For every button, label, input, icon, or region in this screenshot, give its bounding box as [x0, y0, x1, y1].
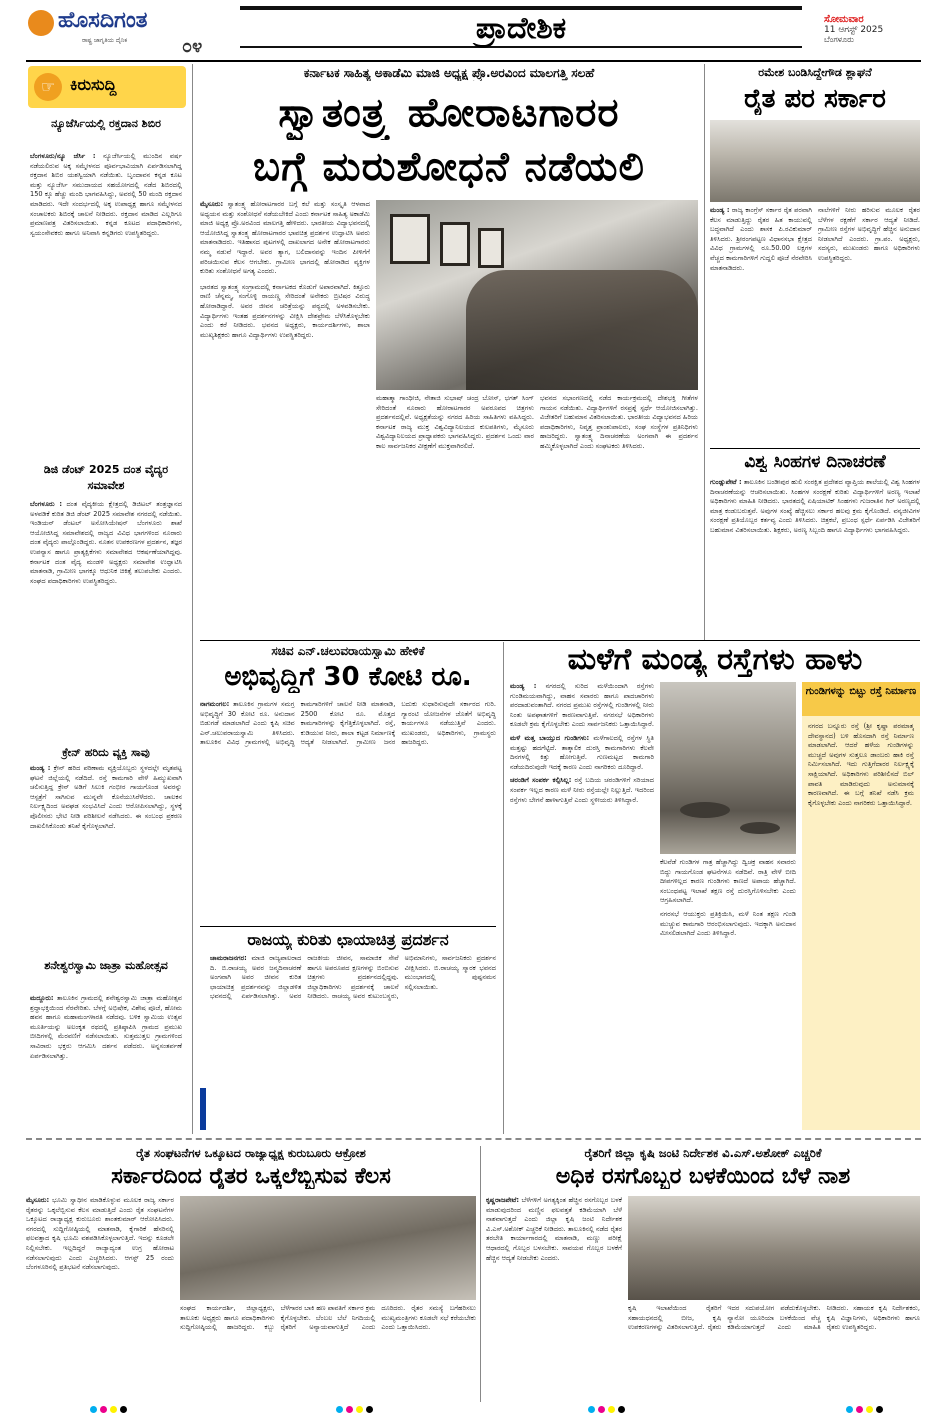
- lead-kicker: ಕರ್ನಾಟಕ ಸಾಹಿತ್ಯ ಅಕಾಡೆಮಿ ಮಾಜಿ ಅಧ್ಯಕ್ಷ ಪ್ರೊ.ಅರವಿಂದ ಮಾಲಗತ್ತಿ ಸಲಹೆ: [303, 66, 595, 80]
- section-title: ಪ್ರಾದೇಶಿಕ: [475, 10, 567, 46]
- lions-body: [710, 478, 920, 638]
- ramesh-headline: ರೈತ ಪರ ಸರ್ಕಾರ: [744, 84, 886, 114]
- lead-text-2: ಭಾರತದ ಸ್ವಾತಂತ್ರ್ಯ ಸಂಗ್ರಾಮದಲ್ಲಿ ಕರ್ನಾಟಕದ ಕೊಡುಗೆ ಅಪಾರವಾಗಿದೆ. ಕಿತ್ತೂರು ರಾಣಿ ಚೆನ್ನಮ್ಮ, ಸಂಗೊಳ್ಳಿ ರಾಯಣ್ಣ ಸೇರಿದಂತೆ ಅನೇಕರು ಬ್ರಿಟಿಷರ ವಿರುದ್ಧ ಹೋರಾಡಿದ್ದಾರೆ. ಅವರ ಜೀವನ ಚರಿತ್ರೆಯನ್ನು ಪಠ್ಯದಲ್ಲಿ ಅಳವಡಿಸಬೇಕು. ವಿದ್ಯಾರ್ಥಿಗಳು ಇಂತಹ ಪ್ರದರ್ಶನಗಳನ್ನು ವೀಕ್ಷಿಸಿ ದೇಶಪ್ರೇಮ ಬೆಳೆಸಿಕೊಳ್ಳಬೇಕು ಎಂದು ಕರೆ ನೀಡಿದರು. ಭವನದ ಅಧ್ಯಕ್ಷರು, ಕಾರ್ಯದರ್ಶಿಗಳು, ಶಾಲಾ ಮುಖ್ಯಶಿಕ್ಷಕರು ಹಾಗೂ ವಿದ್ಯಾರ್ಥಿಗಳು ಉಪಸ್ಥಿತರಿದ್ದರು.: [200, 282, 370, 339]
- photo-people: [466, 270, 698, 390]
- brief-1-text: ನ್ಯೂಜೆರ್ಸಿಯಲ್ಲಿ ಮುಂದಿನ ವರ್ಷ ನಡೆಯಲಿರುವ ಅಕ್ಕ ಸಮ್ಮೇಳನದ ಪೂರ್ವಭಾವಿಯಾಗಿ ಏರ್ಪಡಿಸಲಾಗಿದ್ದ ರಕ್ತದಾನ ಶಿಬಿರ ಯಶಸ್ವಿಯಾಗಿ ನಡೆಯಿತು. ಬೃಂದಾವನ ಕನ್ನಡ ಕೂಟ ಮತ್ತು ನ್ಯೂಜೆರ್ಸಿ ಸಮುದಾಯದ ಸಹಯೋಗದಲ್ಲಿ ನಡೆದ ಶಿಬಿರದಲ್ಲಿ 150 ಕ್ಕೂ ಹೆಚ್ಚು ಮಂದಿ ಭಾಗವಹಿಸಿದ್ದು, ಅವರಲ್ಲಿ 50 ಮಂದಿ ರಕ್ತದಾನ ಮಾಡಿದರು. ಇದೇ ಸಂದರ್ಭದಲ್ಲಿ ಅಕ್ಕ ಉಪಾಧ್ಯಕ್ಷ ಹಾಗೂ ಸಮ್ಮೇಳನದ ಸಂಚಾಲಕರು ಶಿಬಿರಕ್ಕೆ ಚಾಲನೆ ನೀಡಿದರು. ರಕ್ತದಾನ ಮಾಡಿದ ಎಲ್ಲರಿಗೂ ಪ್ರಮಾಣಪತ್ರ ವಿತರಿಸಲಾಯಿತು. ಕನ್ನಡ ಕೂಟದ ಪದಾಧಿಕಾರಿಗಳು, ಸ್ವಯಂಸೇವಕರು ಹಾಗೂ ಅನಿವಾಸಿ ಕನ್ನಡಿಗರು ಉಪಸ್ಥಿತರಿದ್ದರು.: [30, 152, 182, 237]
- cmyk-dots: [588, 1406, 625, 1413]
- lead-body-col1: [200, 200, 370, 610]
- brief-3-headline: ಕ್ರೇನ್ ಹರಿದು ವ್ಯಕ್ತಿ ಸಾವು: [62, 746, 150, 759]
- roads-text-mid: ಮಳೆಗಾಲದಲ್ಲಿ ರಸ್ತೆಗಳ ಸ್ಥಿತಿ ಮತ್ತಷ್ಟು ಹದಗೆಟ್ಟಿದೆ. ತಾತ್ಕಾಲಿಕ ದುರಸ್ತಿ ಕಾಮಗಾರಿಗಳು ಕೆಲವೇ ದಿನಗಳಲ್ಲಿ ಕಿತ್ತು ಹೋಗುತ್ತಿವೆ. ಗುಣಮಟ್ಟದ ಕಾಮಗಾರಿ ನಡೆಯದಿರುವುದೇ ಇದಕ್ಕೆ ಕಾರಣ ಎಂದು ನಾಗರಿಕರು ದೂರಿದ್ದಾರೆ.: [510, 733, 654, 771]
- brief-1-dateline: ಬೆಂಗಳೂರು/ನ್ಯೂ ಜೆರ್ಸಿ :: [30, 152, 96, 160]
- kirusuddi-header: [28, 66, 186, 108]
- roads-subhead-1: ಮಳೆ ಮತ್ತ ಬಾಯ್ತುದ ಗುಂಡಿಗಳು:: [510, 733, 590, 742]
- section-banner: [240, 6, 802, 48]
- brief-2-dateline: ಬೆಂಗಳೂರು :: [30, 500, 62, 508]
- date-day: ಸೋಮವಾರ: [824, 14, 864, 25]
- bottom-separator: [26, 1138, 921, 1142]
- ramesh-dateline: ಮಂಡ್ಯ :: [710, 206, 730, 214]
- ashok-body-col1: [486, 1196, 622, 1402]
- photo-frame-2: [440, 222, 470, 266]
- ashok-body-col2: [628, 1304, 920, 1402]
- lead-body-col3: [376, 394, 534, 610]
- column-divider: [503, 642, 504, 1134]
- roads-dateline: ಮಂಡ್ಯ :: [510, 682, 537, 690]
- brief-4-body: [30, 994, 182, 1130]
- masthead-rule: [26, 60, 921, 62]
- brief-1-headline: ನ್ಯೂಜೆರ್ಸಿಯಲ್ಲಿ ರಕ್ತದಾನ ಶಿಬಿರ: [51, 117, 161, 130]
- lead-text-4: ಭವನದ ಸಭಾಂಗಣದಲ್ಲಿ ನಡೆದ ಕಾರ್ಯಕ್ರಮದಲ್ಲಿ ದೇಶಭಕ್ತಿ ಗೀತೆಗಳ ಗಾಯನ ನಡೆಯಿತು. ವಿದ್ಯಾರ್ಥಿಗಳಿಗೆ ರಸಪ್ರಶ್ನೆ ಸ್ಪರ್ಧೆ ಆಯೋಜಿಸಲಾಗಿತ್ತು. ವಿಜೇತರಿಗೆ ಬಹುಮಾನ ವಿತರಿಸಲಾಯಿತು. ಭಾರತೀಯ ವಿದ್ಯಾಭವನದ ಹಿರಿಯ ಪದಾಧಿಕಾರಿಗಳು, ನಿವೃತ್ತ ಪ್ರಾಂಶುಪಾಲರು, ಸಂಘ ಸಂಸ್ಥೆಗಳ ಪ್ರತಿನಿಧಿಗಳು ಹಾಜರಿದ್ದರು. ಸ್ವಾತಂತ್ರ್ಯ ದಿನಾಚರಣೆಯ ಅಂಗವಾಗಿ ಈ ಪ್ರದರ್ಶನ ಹಮ್ಮಿಕೊಳ್ಳಲಾಗಿದೆ ಎಂದು ಸಂಘಟಕರು ತಿಳಿಸಿದರು.: [540, 394, 698, 450]
- kurubur-dateline: ಮೈಸೂರು:: [26, 1196, 50, 1204]
- brief-3-dateline: ಮಂಡ್ಯ :: [30, 764, 51, 772]
- ashok-photo: [628, 1196, 920, 1300]
- photo-frame-1: [390, 214, 430, 264]
- brief-1-body: [30, 152, 182, 454]
- column-divider: [192, 64, 193, 1134]
- cheluva-text: ತಾಲೂಕಿನ ಗ್ರಾಮಗಳ ಸಮಗ್ರ ಅಭಿವೃದ್ಧಿಗೆ 30 ಕೋಟಿ ರೂ. ಅನುದಾನ ಬಿಡುಗಡೆ ಮಾಡಲಾಗಿದೆ ಎಂದು ಕೃಷಿ ಸಚಿವ ಎನ್.ಚಲುವರಾಯಸ್ವಾಮಿ ತಿಳಿಸಿದರು. ತಾಲೂಕಿನ ವಿವಿಧ ಗ್ರಾಮಗಳಲ್ಲಿ ಅಭಿವೃದ್ಧಿ ಕಾಮಗಾರಿಗಳಿಗೆ ಚಾಲನೆ ನೀಡಿ ಮಾತನಾಡಿ, 2500 ಕೋಟಿ ರೂ. ಮೊತ್ತದ ಕಾಮಗಾರಿಗಳನ್ನು ಕೈಗೆತ್ತಿಕೊಳ್ಳಲಾಗಿದೆ. ರಸ್ತೆ, ಕುಡಿಯುವ ನೀರು, ಶಾಲಾ ಕಟ್ಟಡ ನಿರ್ಮಾಣಕ್ಕೆ ಆದ್ಯತೆ ನೀಡಲಾಗಿದೆ. ಗ್ರಾಮೀಣ ಜನರ ಬದುಕು ಸುಧಾರಿಸುವುದೇ ಸರ್ಕಾರದ ಗುರಿ. ಗ್ಯಾರಂಟಿ ಯೋಜನೆಗಳ ಜೊತೆಗೆ ಅಭಿವೃದ್ಧಿ ಕಾರ್ಯಗಳೂ ನಡೆಯುತ್ತಿವೆ ಎಂದರು. ಮುಖಂಡರು, ಅಧಿಕಾರಿಗಳು, ಗ್ರಾಮಸ್ಥರು ಹಾಜರಿದ್ದರು.: [200, 700, 496, 747]
- lead-dateline: ಮೈಸೂರು:: [200, 200, 224, 208]
- gundi-box: [802, 682, 920, 1130]
- kurubur-text-2: ಸಂಘದ ಕಾರ್ಯದರ್ಶಿ, ಜಿಲ್ಲಾಧ್ಯಕ್ಷರು, ತಾಲೂಕು ಅಧ್ಯಕ್ಷರು ಹಾಗೂ ಪದಾಧಿಕಾರಿಗಳು ಸುದ್ದಿಗೋಷ್ಠಿಯಲ್ಲಿ ಹಾಜರಿದ್ದರು. ಕಬ್ಬು ಬೆಳೆಗಾರರ ಬಾಕಿ ಹಣ ಪಾವತಿಗೆ ಸರ್ಕಾರ ಕ್ರಮ ಕೈಗೊಳ್ಳಬೇಕು. ಬೆಂಬಲ ಬೆಲೆ ನಿಗದಿಯಲ್ಲಿ ರೈತರಿಗೆ ಅನ್ಯಾಯವಾಗುತ್ತಿದೆ ಎಂದು ದೂರಿದರು. ರೈತರ ಸಮಸ್ಯೆ ಬಗೆಹರಿಸಲು ಮುಖ್ಯಮಂತ್ರಿಗಳು ಕೂಡಲೇ ಸಭೆ ಕರೆಯಬೇಕು ಎಂದು ಒತ್ತಾಯಿಸಿದರು.: [180, 1304, 476, 1332]
- ramesh-text-2: ನಾಲೆಗಳಿಗೆ ನೀರು ಹರಿಸುವ ಮೂಲಕ ರೈತರ ಬೆಳೆಗಳ ರಕ್ಷಣೆಗೆ ಸರ್ಕಾರ ಆದ್ಯತೆ ನೀಡಿದೆ. ಗ್ರಾಮೀಣ ರಸ್ತೆಗಳ ಅಭಿವೃದ್ಧಿಗೆ ಹೆಚ್ಚಿನ ಅನುದಾನ ನೀಡಲಾಗಿದೆ ಎಂದರು. ಗ್ರಾ.ಪಂ. ಅಧ್ಯಕ್ಷರು, ಸದಸ್ಯರು, ಮುಖಂಡರು ಹಾಗೂ ಅಧಿಕಾರಿಗಳು ಉಪಸ್ಥಿತರಿದ್ದರು.: [818, 206, 920, 262]
- ashok-text-2: ಕೃಷಿ ಇಲಾಖೆಯಿಂದ ರೈತರಿಗೆ ಸಹಾಯಧನದಲ್ಲಿ ಬೀಜ, ಕೃಷಿ ಉಪಕರಣಗಳನ್ನು ವಿತರಿಸಲಾಗುತ್ತಿದೆ. ರೈತರು ಇದರ ಸದುಪಯೋಗ ಪಡೆದುಕೊಳ್ಳಬೇಕು. ನ್ಯಾನೋ ಯೂರಿಯಾ ಬಳಕೆಯಿಂದ ವೆಚ್ಚ ಕಡಿಮೆಯಾಗುತ್ತದೆ ಎಂದು ಮಾಹಿತಿ ನೀಡಿದರು. ಸಹಾಯಕ ಕೃಷಿ ನಿರ್ದೇಶಕರು, ಕೃಷಿ ವಿಜ್ಞಾನಿಗಳು, ಅಧಿಕಾರಿಗಳು ಹಾಗೂ ರೈತರು ಉಪಸ್ಥಿತರಿದ್ದರು.: [628, 1304, 920, 1332]
- roads-text-bottom: ರಸ್ತೆ ಬದಿಯ ಚರಂಡಿಗಳಿಗೆ ಸರಿಯಾದ ಸಂಪರ್ಕ ಇಲ್ಲದ ಕಾರಣ ಮಳೆ ನೀರು ರಸ್ತೆಯಲ್ಲೇ ನಿಲ್ಲುತ್ತಿದೆ. ಇದರಿಂದ ರಸ್ತೆಗಳು ಬೇಗನೆ ಹಾಳಾಗುತ್ತಿವೆ ಎಂದು ಸ್ಥಳೀಯರು ತಿಳಿಸಿದ್ದಾರೆ.: [510, 776, 654, 804]
- roads-text-col2-top: ಕೆಲವೆಡೆ ಗುಂಡಿಗಳ ಗಾತ್ರ ಹೆಚ್ಚಾಗಿದ್ದು ದ್ವಿಚಕ್ರ ವಾಹನ ಸವಾರರು ಬಿದ್ದು ಗಾಯಗೊಂಡ ಘಟನೆಗಳೂ ನಡೆದಿವೆ. ರಾತ್ರಿ ವೇಳೆ ಬೀದಿ ದೀಪಗಳಿಲ್ಲದ ಕಾರಣ ಗುಂಡಿಗಳು ಕಾಣದೆ ಅಪಾಯ ಹೆಚ್ಚಾಗಿದೆ. ಸಂಬಂಧಪಟ್ಟ ಇಲಾಖೆ ತಕ್ಷಣ ರಸ್ತೆ ದುರಸ್ತಿಗೊಳಿಸಬೇಕು ಎಂದು ಆಗ್ರಹಿಸಲಾಗಿದೆ.: [660, 858, 796, 905]
- page-number: ೦೪: [182, 36, 203, 57]
- roads-text-col2-bottom: ನಗರಸಭೆ ಆಯುಕ್ತರು ಪ್ರತಿಕ್ರಿಯಿಸಿ, ಮಳೆ ನಿಂತ ತಕ್ಷಣ ಗುಂಡಿ ಮುಚ್ಚುವ ಕಾಮಗಾರಿ ಆರಂಭಿಸಲಾಗುವುದು. ಇದಕ್ಕಾಗಿ ಅನುದಾನ ಮೀಸಲಿಡಲಾಗಿದೆ ಎಂದು ತಿಳಿಸಿದ್ದಾರೆ.: [660, 909, 796, 938]
- section-rule: [710, 448, 920, 449]
- brief-3-text: ಕ್ರೇನ್ ಹರಿದ ಪರಿಣಾಮ ವ್ಯಕ್ತಿಯೊಬ್ಬರು ಸ್ಥಳದಲ್ಲೇ ಮೃತಪಟ್ಟ ಘಟನೆ ಜಿಲ್ಲೆಯಲ್ಲಿ ನಡೆದಿದೆ. ರಸ್ತೆ ಕಾಮಗಾರಿ ವೇಳೆ ಹಿಮ್ಮುಖವಾಗಿ ಚಲಿಸುತ್ತಿದ್ದ ಕ್ರೇನ್ ಅಡಿಗೆ ಸಿಲುಕಿ ಗಂಭೀರ ಗಾಯಗೊಂಡ ಅವರನ್ನು ಆಸ್ಪತ್ರೆಗೆ ಸಾಗಿಸುವ ಮುನ್ನವೇ ಕೊನೆಯುಸಿರೆಳೆದರು. ಚಾಲಕನ ನಿರ್ಲಕ್ಷ್ಯದಿಂದ ಅವಘಡ ಸಂಭವಿಸಿದೆ ಎಂದು ಆರೋಪಿಸಲಾಗಿದ್ದು, ಸ್ಥಳಕ್ಕೆ ಪೊಲೀಸರು ಭೇಟಿ ನೀಡಿ ಪರಿಶೀಲನೆ ನಡೆಸಿದರು. ಈ ಸಂಬಂಧ ಪ್ರಕರಣ ದಾಖಲಿಸಿಕೊಂಡು ತನಿಖೆ ಕೈಗೊಳ್ಳಲಾಗಿದೆ.: [30, 764, 182, 830]
- pointing-hand-icon: ☞: [34, 73, 62, 101]
- cmyk-dots: [90, 1406, 127, 1413]
- brief-4-dateline: ಮದ್ದೂರು:: [30, 994, 54, 1002]
- lead-text-3: ಮಹಾತ್ಮಾ ಗಾಂಧೀಜಿ, ನೇತಾಜಿ ಸುಭಾಷ್ ಚಂದ್ರ ಬೋಸ್, ಭಗತ್ ಸಿಂಗ್ ಸೇರಿದಂತೆ ನೂರಾರು ಹೋರಾಟಗಾರರ ಅಪರೂಪದ ಚಿತ್ರಗಳು ಪ್ರದರ್ಶನದಲ್ಲಿವೆ. ಅಧ್ಯಕ್ಷತೆಯನ್ನು ನಗರದ ಹಿರಿಯ ಸಾಹಿತಿಗಳು ವಹಿಸಿದ್ದರು. ಕರ್ನಾಟಕ ರಾಜ್ಯ ಮುಕ್ತ ವಿಶ್ವವಿದ್ಯಾನಿಲಯದ ಕುಲಪತಿಗಳು, ಮೈಸೂರು ವಿಶ್ವವಿದ್ಯಾನಿಲಯದ ಪ್ರಾಧ್ಯಾಪಕರು ಭಾಗವಹಿಸಿದ್ದರು. ಪ್ರದರ್ಶನ ಒಂದು ವಾರ ಕಾಲ ಸಾರ್ವಜನಿಕರ ವೀಕ್ಷಣೆಗೆ ಮುಕ್ತವಾಗಿರಲಿದೆ.: [376, 394, 534, 450]
- logo-text: ಹೊಸದಿಗಂತ: [58, 8, 148, 33]
- cmyk-dots: [846, 1406, 883, 1413]
- lions-dateline: ಗುಂಡ್ಲುಪೇಟೆ :: [710, 478, 742, 486]
- ashok-dateline: ಕೃಷ್ಣರಾಜಪೇಟೆ:: [486, 1196, 520, 1204]
- cheluva-kicker: ಸಚಿವ ಎನ್.ಚಲುವರಾಯಸ್ವಾಮಿ ಹೇಳಿಕೆ: [271, 644, 425, 658]
- cheluva-body: [200, 700, 496, 922]
- photo-frame-3: [478, 228, 504, 268]
- ramesh-body-col1: [710, 206, 812, 442]
- rajaiah-body: [210, 954, 496, 1130]
- roads-subhead-2: ಚರಂಡಿಗೆ ಸಂಪರ್ಕ ಕಲ್ಪಿಸಿಲ್ಲ:: [510, 776, 572, 785]
- date-block: [824, 14, 921, 45]
- brief-2-text: ದಂತ ವೈದ್ಯಕೀಯ ಕ್ಷೇತ್ರದಲ್ಲಿ ಡಿಜಿಟಲ್ ತಂತ್ರಜ್ಞಾನದ ಅಳವಡಿಕೆ ಕುರಿತ ಡಿಜಿ ಡೆಂಟ್ 2025 ಸಮಾವೇಶ ನಗರದಲ್ಲಿ ನಡೆಯಿತು. ಇಂಡಿಯನ್ ಡೆಂಟಲ್ ಅಸೋಸಿಯೇಷನ್ ಬೆಂಗಳೂರು ಶಾಖೆ ಆಯೋಜಿಸಿದ್ದ ಸಮಾವೇಶದಲ್ಲಿ ರಾಜ್ಯದ ವಿವಿಧ ಭಾಗಗಳಿಂದ ನೂರಾರು ದಂತ ವೈದ್ಯರು ಪಾಲ್ಗೊಂಡಿದ್ದರು. ನೂತನ ಉಪಕರಣಗಳ ಪ್ರದರ್ಶನ, ತಜ್ಞರ ಉಪನ್ಯಾಸ ಹಾಗೂ ಪ್ರಾತ್ಯಕ್ಷಿಕೆಗಳು ಸಮಾವೇಶದ ಆಕರ್ಷಣೆಯಾಗಿದ್ದವು. ಕರ್ನಾಟಕ ದಂತ ವೈದ್ಯ ಮಂಡಳಿ ಅಧ್ಯಕ್ಷರು ಸಮಾವೇಶ ಉದ್ಘಾಟಿಸಿ ಮಾತನಾಡಿ, ಗ್ರಾಮೀಣ ಭಾಗಕ್ಕೂ ಆಧುನಿಕ ಚಿಕಿತ್ಸೆ ತಲುಪಬೇಕು ಎಂದರು. ಸಂಘದ ಪದಾಧಿಕಾರಿಗಳು ಉಪಸ್ಥಿತರಿದ್ದರು.: [30, 500, 182, 585]
- brief-3-body: [30, 764, 182, 950]
- brief-2-headline: ಡಿಜಿ ಡೆಂಟ್ 2025 ದಂತ ವೈದ್ಯರ ಸಮಾವೇಶ: [43, 463, 169, 492]
- registration-marks: [0, 1406, 945, 1416]
- logo-emblem-icon: [28, 10, 54, 36]
- rajaiah-dateline: ಚಾಮರಾಜನಗರ:: [210, 954, 247, 962]
- cheluva-headline: ಅಭಿವೃದ್ಧಿಗೆ 30 ಕೋಟಿ ರೂ.: [224, 662, 472, 692]
- column-divider: [704, 64, 705, 640]
- logo-tagline: ರಾಷ್ಟ್ರ ಜಾಗೃತಿಯ ದೈನಿಕ: [82, 37, 128, 44]
- roads-body-col1: [510, 682, 654, 1130]
- gundi-box-body: ನಗರದ ಬನ್ನೂರು ರಸ್ತೆ (ಶ್ರೀ ಕೃಷ್ಣಾ ಪರಮಾತ್ಮ ದೇವಸ್ಥಾನದ) ಬಳಿ ಹೊಸದಾಗಿ ರಸ್ತೆ ನಿರ್ಮಾಣ ಮಾಡಲಾಗಿದೆ. ಆದರೆ ಹಳೆಯ ಗುಂಡಿಗಳನ್ನು ಮುಚ್ಚದೆ ಅವುಗಳ ಸುತ್ತಲೂ ಡಾಂಬರು ಹಾಕಿ ರಸ್ತೆ ನಿರ್ಮಿಸಲಾಗಿದೆ. ಇದು ಗುತ್ತಿಗೆದಾರರ ನಿರ್ಲಕ್ಷ್ಯಕ್ಕೆ ಸಾಕ್ಷಿಯಾಗಿದೆ. ಅಧಿಕಾರಿಗಳು ಪರಿಶೀಲಿಸದೆ ಬಿಲ್ ಪಾವತಿ ಮಾಡಿರುವುದು ಅನುಮಾನಕ್ಕೆ ಕಾರಣವಾಗಿದೆ. ಈ ಬಗ್ಗೆ ತನಿಖೆ ನಡೆಸಿ ಕ್ರಮ ಕೈಗೊಳ್ಳಬೇಕು ಎಂದು ನಾಗರಿಕರು ಒತ್ತಾಯಿಸಿದ್ದಾರೆ.: [808, 722, 914, 807]
- rajaiah-headline: ರಾಜಯ್ಯ ಕುರಿತು ಛಾಯಾಚಿತ್ರ ಪ್ರದರ್ಶನ: [247, 930, 449, 949]
- section-rule: [200, 640, 920, 641]
- lions-text: ತಾಲೂಕಿನ ಬಂಡೀಪುರ ಹುಲಿ ಸಂರಕ್ಷಿತ ಪ್ರದೇಶದ ವ್ಯಾಪ್ತಿಯ ಶಾಲೆಯಲ್ಲಿ ವಿಶ್ವ ಸಿಂಹಗಳ ದಿನಾಚರಣೆಯನ್ನು ಆಚರಿಸಲಾಯಿತು. ಸಿಂಹಗಳ ಸಂರಕ್ಷಣೆ ಕುರಿತು ವಿದ್ಯಾರ್ಥಿಗಳಿಗೆ ಅರಣ್ಯ ಇಲಾಖೆ ಅಧಿಕಾರಿಗಳು ಮಾಹಿತಿ ನೀಡಿದರು. ಭಾರತದಲ್ಲಿ ಏಷಿಯಾಟಿಕ್ ಸಿಂಹಗಳು ಗುಜರಾತಿನ ಗಿರ್ ಅರಣ್ಯದಲ್ಲಿ ಮಾತ್ರ ಕಂಡುಬರುತ್ತವೆ. ಅವುಗಳ ಸಂಖ್ಯೆ ಹೆಚ್ಚಿಸಲು ಸರ್ಕಾರ ಹಲವು ಕ್ರಮ ಕೈಗೊಂಡಿದೆ. ವನ್ಯಜೀವಿಗಳ ಸಂರಕ್ಷಣೆ ಪ್ರತಿಯೊಬ್ಬರ ಕರ್ತವ್ಯ ಎಂದು ತಿಳಿಸಿದರು. ಚಿತ್ರಕಲೆ, ಪ್ರಬಂಧ ಸ್ಪರ್ಧೆ ಏರ್ಪಡಿಸಿ ವಿಜೇತರಿಗೆ ಬಹುಮಾನ ವಿತರಿಸಲಾಯಿತು. ಶಿಕ್ಷಕರು, ಅರಣ್ಯ ಸಿಬ್ಬಂದಿ ಹಾಗೂ ವಿದ್ಯಾರ್ಥಿಗಳು ಭಾಗವಹಿಸಿದ್ದರು.: [710, 478, 920, 534]
- lead-headline-line1: ಸ್ವಾತಂತ್ರ್ಯ ಹೋರಾಟಗಾರರ: [278, 90, 620, 136]
- date-city: ಬೆಂಗಳೂರು: [824, 35, 854, 44]
- cmyk-dots: [336, 1406, 373, 1413]
- kurubur-body-col2: [180, 1304, 476, 1402]
- lead-body-col4: [540, 394, 698, 610]
- rajaiah-text: ಮಾಜಿ ರಾಜ್ಯಪಾಲರಾದ ದಿ. ಬಿ.ರಾಚಯ್ಯ ಅವರ ಜನ್ಮದಿನಾಚರಣೆ ಅಂಗವಾಗಿ ಅವರ ಜೀವನ ಕುರಿತ ಛಾಯಾಚಿತ್ರ ಪ್ರದರ್ಶನವನ್ನು ಜಿಲ್ಲಾಡಳಿತ ಭವನದಲ್ಲಿ ಏರ್ಪಡಿಸಲಾಗಿತ್ತು. ಅವರ ರಾಜಕೀಯ ಜೀವನ, ಸಾಮಾಜಿಕ ಸೇವೆ ಹಾಗೂ ಅಪರೂಪದ ಕ್ಷಣಗಳನ್ನು ಬಿಂಬಿಸುವ ಚಿತ್ರಗಳು ಪ್ರದರ್ಶನದಲ್ಲಿದ್ದವು. ಜಿಲ್ಲಾಧಿಕಾರಿಗಳು ಪ್ರದರ್ಶನಕ್ಕೆ ಚಾಲನೆ ನೀಡಿದರು. ರಾಚಯ್ಯ ಅವರ ಕುಟುಂಬಸ್ಥರು, ಅಭಿಮಾನಿಗಳು, ಸಾರ್ವಜನಿಕರು ಪ್ರದರ್ಶನ ವೀಕ್ಷಿಸಿದರು. ಬಿ.ರಾಚಯ್ಯ ಸ್ಮಾರಕ ಭವನದ ಮುಂಭಾಗದಲ್ಲಿ ಪುಷ್ಪನಮನ ಸಲ್ಲಿಸಲಾಯಿತು.: [210, 954, 496, 1001]
- ashok-kicker: ರೈತರಿಗೆ ಜಿಲ್ಲಾ ಕೃಷಿ ಜಂಟಿ ನಿರ್ದೇಶಕ ವಿ.ಎಸ್.ಅಶೋಕ್ ಎಚ್ಚರಿಕೆ: [584, 1146, 822, 1160]
- lions-headline: ವಿಶ್ವ ಸಿಂಹಗಳ ದಿನಾಚರಣೆ: [744, 452, 886, 472]
- ashok-text-1: ಬೆಳೆಗಳಿಗೆ ಅಗತ್ಯಕ್ಕಿಂತ ಹೆಚ್ಚಿನ ರಸಗೊಬ್ಬರ ಬಳಕೆ ಮಾಡುವುದರಿಂದ ಮಣ್ಣಿನ ಫಲವತ್ತತೆ ಕಡಿಮೆಯಾಗಿ ಬೆಳೆ ನಾಶವಾಗುತ್ತದೆ ಎಂದು ಜಿಲ್ಲಾ ಕೃಷಿ ಜಂಟಿ ನಿರ್ದೇಶಕ ವಿ.ಎಸ್.ಅಶೋಕ್ ಎಚ್ಚರಿಕೆ ನೀಡಿದರು. ತಾಲೂಕಿನಲ್ಲಿ ನಡೆದ ರೈತರ ತರಬೇತಿ ಕಾರ್ಯಾಗಾರದಲ್ಲಿ ಮಾತನಾಡಿ, ಮಣ್ಣು ಪರೀಕ್ಷೆ ಆಧಾರದಲ್ಲಿ ಗೊಬ್ಬರ ಬಳಸಬೇಕು. ಸಾವಯವ ಗೊಬ್ಬರ ಬಳಕೆಗೆ ಹೆಚ್ಚಿನ ಆದ್ಯತೆ ನೀಡಬೇಕು ಎಂದರು.: [486, 1196, 622, 1262]
- pothole-shape: [680, 802, 730, 818]
- brief-2-body: [30, 500, 182, 740]
- ramesh-photo: [710, 120, 920, 202]
- date-full: 11 ಆಗಸ್ಟ್ 2025: [824, 25, 884, 35]
- lead-headline-line2: ಬಗ್ಗೆ ಮರುಶೋಧನೆ ನಡೆಯಲಿ: [253, 144, 645, 190]
- kurubur-headline: ಸರ್ಕಾರದಿಂದ ರೈತರ ಒಕ್ಕಲೆಬ್ಬಿಸುವ ಕೆಲಸ: [111, 1164, 391, 1189]
- brief-4-headline: ಶನೇಶ್ವರಸ್ವಾಮಿ ಜಾತ್ರಾ ಮಹೋತ್ಸವ: [44, 959, 168, 972]
- roads-body-col2: [660, 858, 796, 1130]
- kirusuddi-column: [26, 64, 186, 1134]
- ashok-headline: ಅಧಿಕ ರಸಗೊಬ್ಬರ ಬಳಕೆಯಿಂದ ಬೆಳೆ ನಾಶ: [555, 1164, 851, 1189]
- column-divider: [480, 1146, 481, 1402]
- kurubur-kicker: ರೈತ ಸಂಘಟನೆಗಳ ಒಕ್ಕೂಟದ ರಾಜ್ಯಾಧ್ಯಕ್ಷ ಕುರುಬೂರು ಆಕ್ರೋಶ: [136, 1146, 366, 1160]
- ramesh-body-col2: [818, 206, 920, 442]
- roads-photo: [660, 682, 796, 854]
- cheluva-dateline: ನಾಗಮಂಗಲ:: [200, 700, 230, 708]
- masthead: [26, 6, 921, 58]
- kirusuddi-label: ಕಿರುಸುದ್ದಿ: [70, 75, 117, 94]
- ramesh-text-1: ರಾಜ್ಯ ಕಾಂಗ್ರೆಸ್ ಸರ್ಕಾರ ರೈತ ಪರವಾಗಿ ಕೆಲಸ ಮಾಡುತ್ತಿದ್ದು ರೈತರ ಹಿತ ಕಾಯುವಲ್ಲಿ ಬದ್ಧವಾಗಿದೆ ಎಂದು ಶಾಸಕ ಪಿ.ರವಿಕುಮಾರ್ ತಿಳಿಸಿದರು. ಶ್ರೀರಂಗಪಟ್ಟಣ ವಿಧಾನಸಭಾ ಕ್ಷೇತ್ರದ ವಿವಿಧ ಗ್ರಾಮಗಳಲ್ಲಿ ರೂ.50.00 ಲಕ್ಷಗಳ ವೆಚ್ಚದ ಕಾಮಗಾರಿಗಳಿಗೆ ಗುದ್ದಲಿ ಪೂಜೆ ನೆರವೇರಿಸಿ ಮಾತನಾಡಿದರು.: [710, 206, 812, 272]
- accent-stripe: [200, 1088, 206, 1130]
- roads-headline: ಮಳೆಗೆ ಮಂಡ್ಯ ರಸ್ತೆಗಳು ಹಾಳು: [567, 642, 863, 677]
- kurubur-body-col1: [26, 1196, 174, 1402]
- lead-text-1: ಸ್ವಾತಂತ್ರ್ಯ ಹೋರಾಟಗಾರರ ಬಗ್ಗೆ ಕಲೆ ಮತ್ತು ಸಂಸ್ಕೃತಿ ಆಳವಾದ ಅಧ್ಯಯನ ಮತ್ತು ಸಂಶೋಧನೆ ನಡೆಯಬೇಕಿದೆ ಎಂದು ಕರ್ನಾಟಕ ಸಾಹಿತ್ಯ ಅಕಾಡೆಮಿ ಮಾಜಿ ಅಧ್ಯಕ್ಷ ಪ್ರೊ.ಅರವಿಂದ ಮಾಲಗತ್ತಿ ಹೇಳಿದರು. ಭಾರತೀಯ ವಿದ್ಯಾಭವನದಲ್ಲಿ ಆಯೋಜಿಸಿದ್ದ ಸ್ವಾತಂತ್ರ್ಯ ಹೋರಾಟಗಾರರ ಭಾವಚಿತ್ರ ಪ್ರದರ್ಶನ ಉದ್ಘಾಟಿಸಿ ಅವರು ಮಾತನಾಡಿದರು. ಇತಿಹಾಸದ ಪುಟಗಳಲ್ಲಿ ದಾಖಲಾಗದ ಅನೇಕ ಹೋರಾಟಗಾರರು ನಮ್ಮ ನಡುವೆ ಇದ್ದಾರೆ. ಅವರ ತ್ಯಾಗ, ಬಲಿದಾನವನ್ನು ಇಂದಿನ ಪೀಳಿಗೆಗೆ ಪರಿಚಯಿಸುವ ಕೆಲಸ ಆಗಬೇಕು. ಗ್ರಾಮೀಣ ಭಾಗದಲ್ಲಿ ಹೋರಾಡಿದ ವ್ಯಕ್ತಿಗಳ ಕುರಿತು ಸಂಶೋಧನೆ ಅಗತ್ಯ ಎಂದರು.: [200, 200, 370, 276]
- roads-text-top: ನಗರದಲ್ಲಿ ಸುರಿದ ಮಳೆಯಿಂದಾಗಿ ರಸ್ತೆಗಳು ಗುಂಡಿಮಯವಾಗಿದ್ದು, ವಾಹನ ಸವಾರರು ಹಾಗೂ ಪಾದಚಾರಿಗಳು ಪರದಾಡುವಂತಾಗಿದೆ. ನಗರದ ಪ್ರಮುಖ ರಸ್ತೆಗಳಲ್ಲಿ ಗುಂಡಿಗಳಲ್ಲಿ ನೀರು ನಿಂತು ಅಪಘಾತಗಳಿಗೆ ಕಾರಣವಾಗುತ್ತಿವೆ. ನಗರಸಭೆ ಅಧಿಕಾರಿಗಳು ಕೂಡಲೇ ಕ್ರಮ ಕೈಗೊಳ್ಳಬೇಕು ಎಂದು ಸಾರ್ವಜನಿಕರು ಒತ್ತಾಯಿಸಿದ್ದಾರೆ.: [510, 682, 654, 729]
- gundi-box-title: ಗುಂಡಿಗಳನ್ನು ಬಿಟ್ಟು ರಸ್ತೆ ನಿರ್ಮಾಣ: [802, 682, 920, 716]
- kurubur-photo: [180, 1196, 476, 1300]
- lead-photo: [376, 200, 698, 390]
- pothole-shape: [740, 822, 780, 834]
- kurubur-text-1: ಭೂಮಿ ಸ್ವಾಧೀನ ಮಾಡಿಕೊಳ್ಳುವ ಮೂಲಕ ರಾಜ್ಯ ಸರ್ಕಾರ ರೈತರನ್ನು ಒಕ್ಕಲೆಬ್ಬಿಸುವ ಕೆಲಸ ಮಾಡುತ್ತಿದೆ ಎಂದು ರೈತ ಸಂಘಟನೆಗಳ ಒಕ್ಕೂಟದ ರಾಜ್ಯಾಧ್ಯಕ್ಷ ಕುರುಬೂರು ಶಾಂತಕುಮಾರ್ ಆರೋಪಿಸಿದರು. ನಗರದಲ್ಲಿ ಸುದ್ದಿಗೋಷ್ಠಿಯಲ್ಲಿ ಮಾತನಾಡಿ, ಕೈಗಾರಿಕೆ ಹೆಸರಿನಲ್ಲಿ ಫಲವತ್ತಾದ ಕೃಷಿ ಭೂಮಿ ವಶಪಡಿಸಿಕೊಳ್ಳಲಾಗುತ್ತಿದೆ. ಇದನ್ನು ಕೂಡಲೇ ನಿಲ್ಲಿಸಬೇಕು. ಇಲ್ಲದಿದ್ದರೆ ರಾಜ್ಯಾದ್ಯಂತ ಉಗ್ರ ಹೋರಾಟ ನಡೆಸಲಾಗುವುದು ಎಂದು ಎಚ್ಚರಿಸಿದರು. ಆಗಸ್ಟ್ 25 ರಂದು ಬೆಂಗಳೂರಿನಲ್ಲಿ ಪ್ರತಿಭಟನೆ ನಡೆಸಲಾಗುವುದು.: [26, 1196, 174, 1272]
- brief-4-text: ತಾಲೂಕಿನ ಗ್ರಾಮದಲ್ಲಿ ಶನೇಶ್ವರಸ್ವಾಮಿ ಜಾತ್ರಾ ಮಹೋತ್ಸವ ಶ್ರದ್ಧಾಭಕ್ತಿಯಿಂದ ನೆರವೇರಿತು. ಬೆಳಗ್ಗೆ ಅಭಿಷೇಕ, ವಿಶೇಷ ಪೂಜೆ, ಹೋಮ ಹವನ ಹಾಗೂ ಮಹಾಮಂಗಳಾರತಿ ನಡೆದವು. ಬಳಿಕ ಸ್ವಾಮಿಯ ಉತ್ಸವ ಮೂರ್ತಿಯನ್ನು ಅಲಂಕೃತ ರಥದಲ್ಲಿ ಪ್ರತಿಷ್ಠಾಪಿಸಿ ಗ್ರಾಮದ ಪ್ರಮುಖ ಬೀದಿಗಳಲ್ಲಿ ಮೆರವಣಿಗೆ ನಡೆಸಲಾಯಿತು. ಸುತ್ತಮುತ್ತಲ ಗ್ರಾಮಗಳಿಂದ ಸಾವಿರಾರು ಭಕ್ತರು ಆಗಮಿಸಿ ದರ್ಶನ ಪಡೆದರು. ಅನ್ನಸಂತರ್ಪಣೆ ಏರ್ಪಡಿಸಲಾಗಿತ್ತು.: [30, 994, 182, 1060]
- ramesh-kicker: ರಮೇಶ ಬಂಡಿಸಿದ್ದೇಗೌಡ ಶ್ಲಾಘನೆ: [758, 66, 872, 79]
- logo-block: [26, 6, 232, 56]
- section-rule: [200, 926, 496, 927]
